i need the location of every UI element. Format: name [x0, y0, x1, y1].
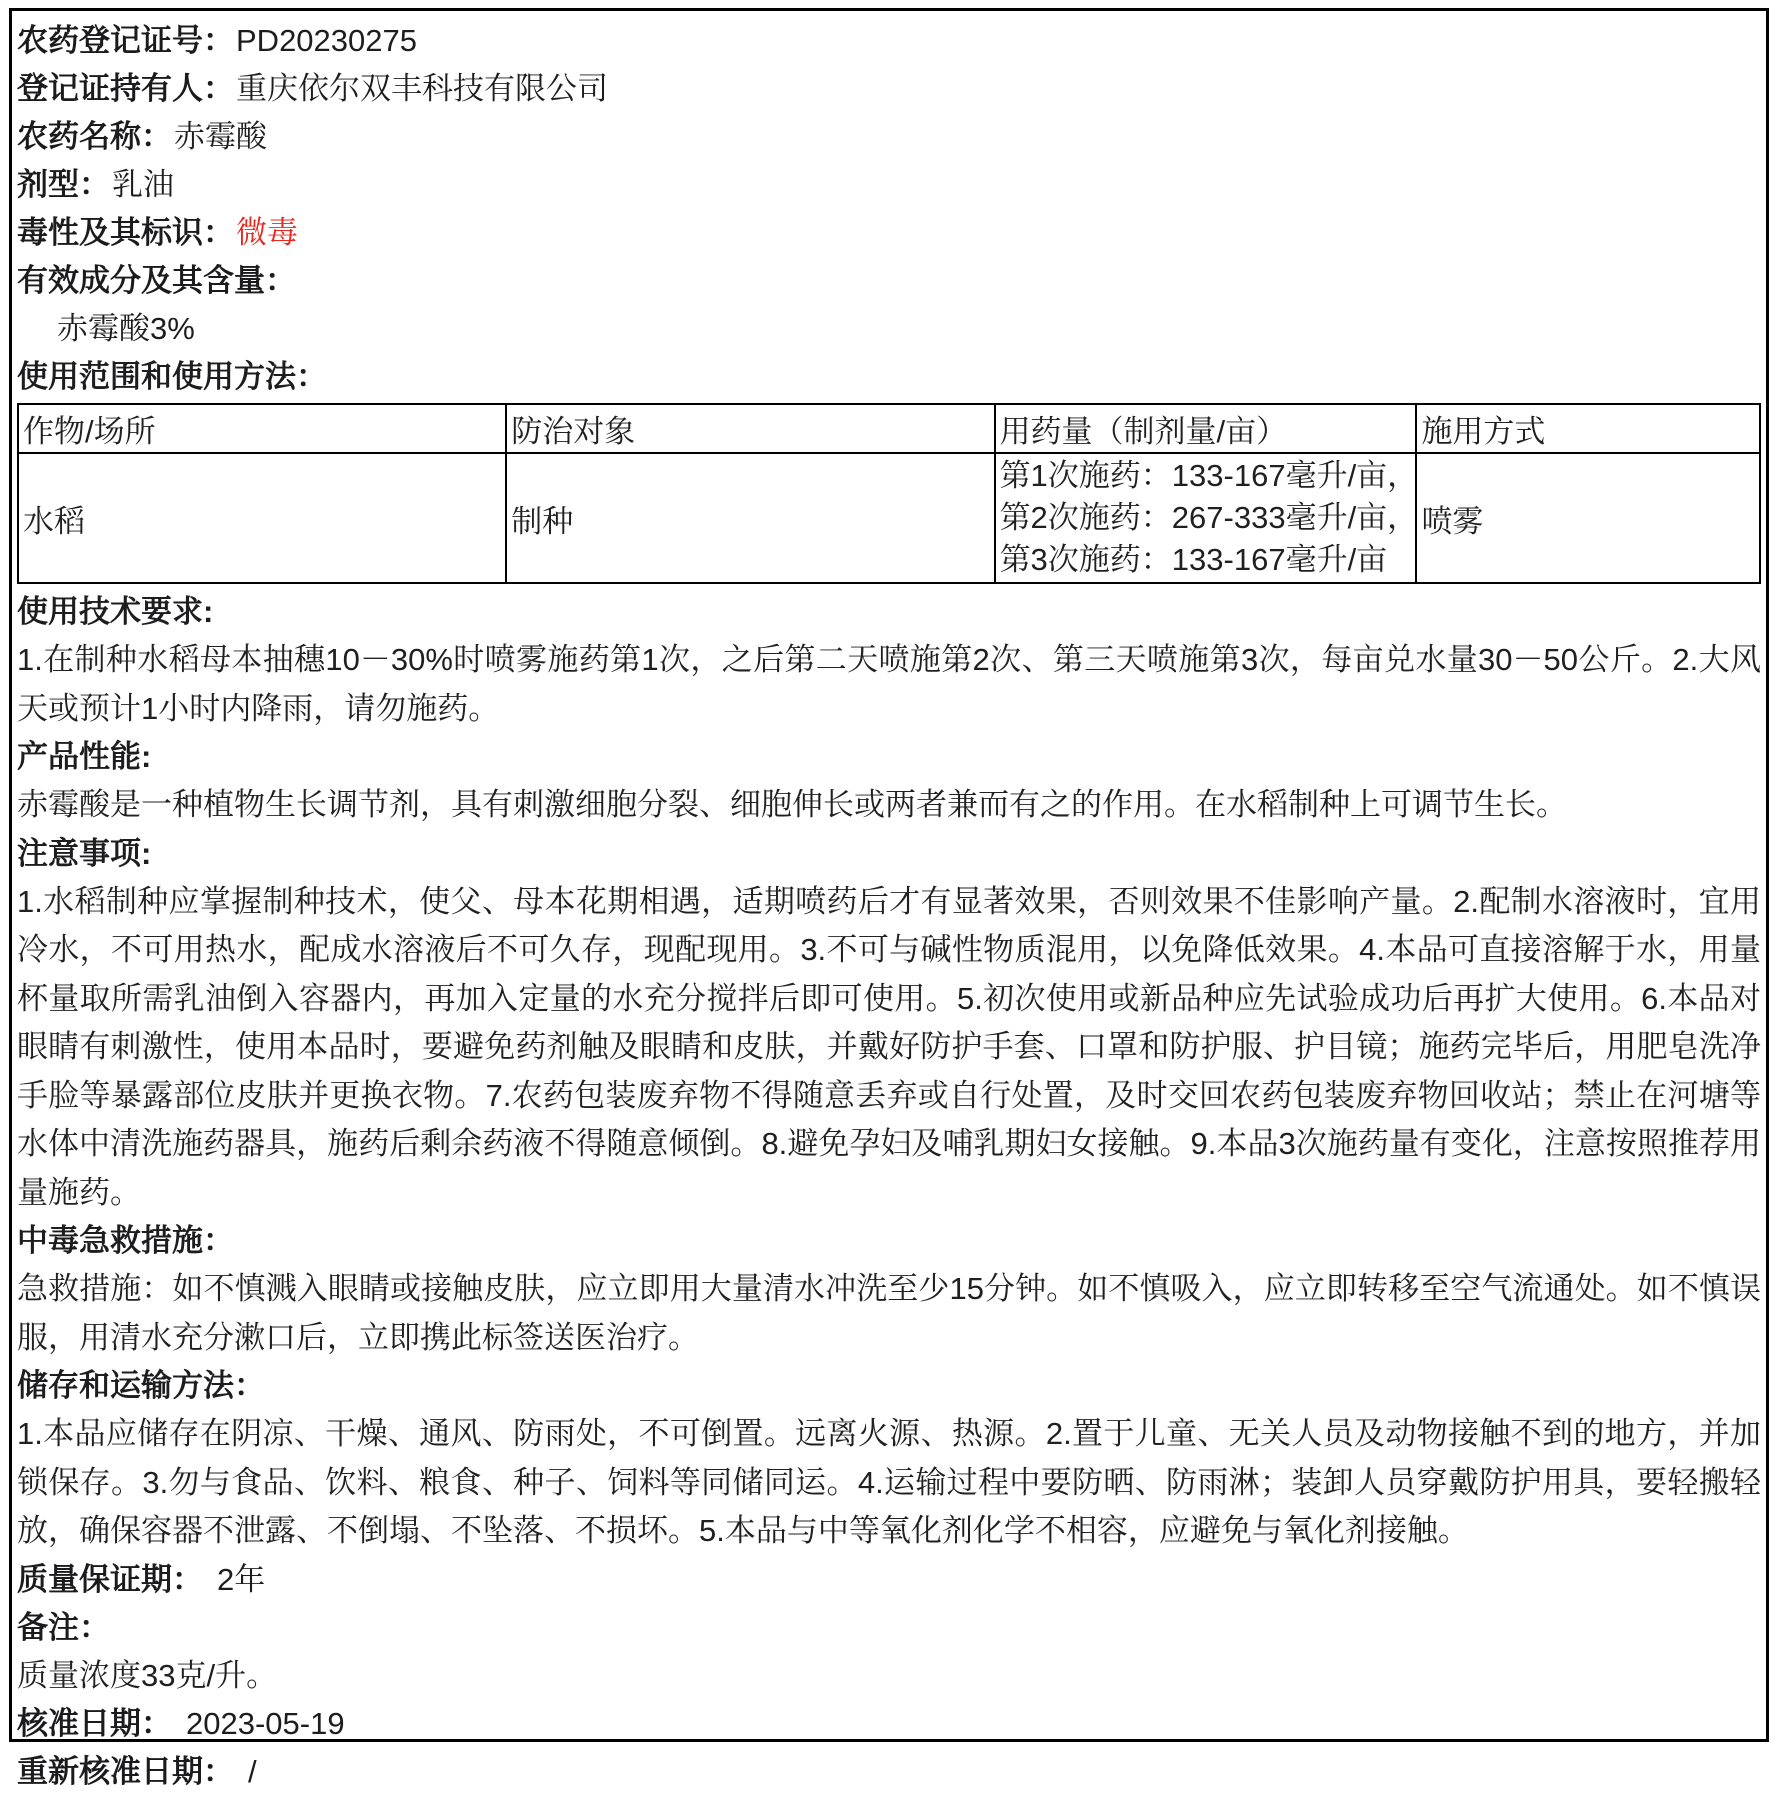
field-value: 2年 [217, 1561, 266, 1597]
toxicity-value: 微毒 [236, 215, 298, 250]
section-body-precautions: 1.水稻制种应掌握制种技术，使父、母本花期相遇，适期喷药后才有显著效果，否则效果不佳影响产量。2.配制水溶液时，宜用冷水，不可用热水，配成水溶液后不可久存，现配现用。3.不可与碱性物质混用，以免降低效果。4.本品可直接溶解于水，用量杯量取所需乳油倒入容器内，再加入定量的水充分搅拌后即可使用。5.初次使用或新品种应先试验成功后再扩大使用。6.本品对眼睛有刺激性，使用本品时，要避免药剂触及眼睛和皮肤，并戴好防护手套、口罩和防护服、护目镜；施药完毕后，用肥皂洗净手脸等暴露部位皮肤并更换衣物。7.农药包装废弃物不得随意丢弃或自行处置，及时交回农药包装废弃物回收站；禁止在河塘等水体中清洗施药器具，施药后剩余药液不得随意倾倒。8.避免孕妇及哺乳期妇女接触。9.本品3次施药量有变化，注意按照推荐用量施药。 [17, 883, 1761, 1210]
col-header-crop: 作物/场所 [18, 404, 506, 453]
field-registration-number [17, 17, 1761, 65]
section-body-first-aid: 急救措施：如不慎溅入眼睛或接触皮肤，应立即用大量清水冲洗至少15分钟。如不慎吸入，应立即转移至空气流通处。如不慎误服，用清水充分漱口后，立即携此标签送医治疗。 [17, 1271, 1761, 1355]
section-heading-storage-transport: 储存和运输方法： [17, 1368, 265, 1403]
field-value: PD20230275 [236, 23, 417, 58]
field-value: 赤霉酸 [174, 119, 267, 154]
section-heading-technical-requirements: 使用技术要求: [17, 594, 214, 629]
cell-dosage [995, 453, 1417, 583]
field-approval-date [17, 1700, 1761, 1748]
cell-crop: 水稻 [18, 453, 506, 583]
field-label: 毒性及其标识： [17, 215, 234, 250]
field-label: 核准日期： [17, 1706, 172, 1741]
section-body-product-performance: 赤霉酸是一种植物生长调节剂，具有刺激细胞分裂、细胞伸长或两者兼而有之的作用。在水稻制种上可调节生长。 [17, 787, 1567, 822]
cell-method: 喷雾 [1416, 453, 1760, 583]
col-header-target: 防治对象 [506, 404, 994, 453]
active-ingredient-line: 赤霉酸3% [57, 311, 195, 346]
dosage-line-2: 第2次施药：267-333毫升/亩， [999, 500, 1419, 535]
field-formulation [17, 161, 1761, 209]
section-heading-first-aid: 中毒急救措施： [17, 1223, 234, 1258]
field-label: 登记证持有人： [17, 71, 234, 106]
field-label: 有效成分及其含量： [17, 263, 296, 298]
usage-table-header-row [18, 404, 1760, 453]
field-label: 重新核准日期： [17, 1754, 234, 1789]
col-header-method: 施用方式 [1416, 404, 1760, 453]
section-body-technical-requirements: 1.在制种水稻母本抽穗10－30%时喷雾施药第1次，之后第二天喷施第2次、第三天喷施第3次，每亩兑水量30－50公斤。2.大风天或预计1小时内降雨，请勿施药。 [17, 642, 1761, 726]
usage-scope-heading: 使用范围和使用方法： [17, 359, 327, 394]
field-value: / [248, 1754, 257, 1789]
field-label: 农药名称： [17, 119, 172, 154]
usage-table [17, 403, 1761, 584]
field-active-ingredient-heading [17, 257, 1761, 305]
usage-table-row [18, 453, 1760, 583]
col-header-dosage: 用药量（制剂量/亩） [995, 404, 1417, 453]
field-label: 质量保证期： [17, 1561, 203, 1597]
field-label: 农药登记证号： [17, 23, 234, 58]
section-heading-precautions: 注意事项: [17, 835, 152, 871]
field-toxicity [17, 209, 1761, 257]
field-reapproval-date [17, 1748, 1761, 1796]
cell-target: 制种 [506, 453, 994, 583]
section-body-storage-transport: 1.本品应储存在阴凉、干燥、通风、防雨处，不可倒置。远离火源、热源。2.置于儿童、无关人员及动物接触不到的地方，并加锁保存。3.勿与食品、饮料、粮食、种子、饲料等同储同运。4.运输过程中要防晒、防雨淋；装卸人员穿戴防护用具，要轻搬轻放，确保容器不泄露、不倒塌、不坠落、不损坏。5.本品与中等氧化剂化学不相容，应避免与氧化剂接触。 [17, 1416, 1761, 1548]
section-heading-product-performance: 产品性能: [17, 739, 152, 774]
dosage-line-1: 第1次施药：133-167毫升/亩， [999, 458, 1419, 493]
field-value: 重庆依尔双丰科技有限公司 [236, 71, 608, 106]
field-label: 备注： [17, 1609, 110, 1645]
field-certificate-holder [17, 65, 1761, 113]
field-value: 2023-05-19 [186, 1706, 345, 1741]
dosage-line-3: 第3次施药：133-167毫升/亩 [999, 542, 1388, 577]
field-value: 乳油 [112, 167, 174, 202]
remark-body: 质量浓度33克/升。 [17, 1657, 278, 1693]
field-remark-heading [17, 1604, 1761, 1652]
field-quality-guarantee [17, 1556, 1761, 1604]
pesticide-label-document [9, 8, 1769, 1789]
field-label: 剂型： [17, 167, 110, 202]
field-pesticide-name [17, 113, 1761, 161]
